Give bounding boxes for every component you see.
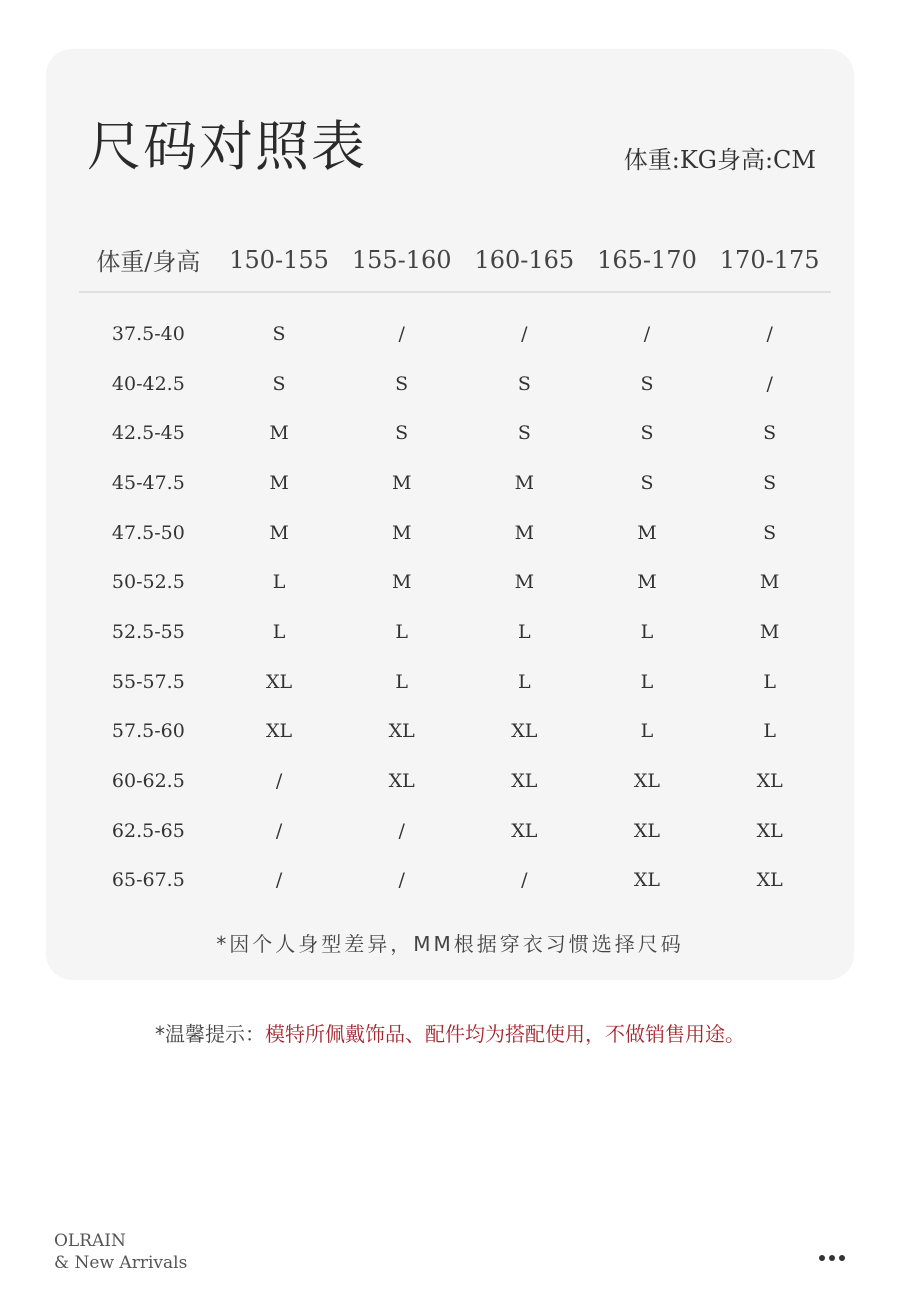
weight-range-cell: 62.5-65 bbox=[111, 819, 185, 842]
size-cell: S bbox=[272, 372, 286, 395]
size-cell: / bbox=[275, 869, 283, 892]
header-height-range: 170-175 bbox=[708, 228, 831, 292]
size-cell: S bbox=[640, 471, 654, 494]
weight-range-cell: 60-62.5 bbox=[111, 770, 185, 793]
size-cell: M bbox=[637, 521, 657, 544]
table-row bbox=[79, 557, 831, 607]
size-cell: L bbox=[395, 670, 408, 693]
header-height-range: 160-165 bbox=[463, 228, 586, 292]
size-cell: / bbox=[275, 770, 283, 793]
table-row bbox=[79, 607, 831, 657]
size-cell: XL bbox=[633, 819, 661, 842]
header-height-range: 155-160 bbox=[340, 228, 463, 292]
size-cell: XL bbox=[511, 720, 538, 743]
size-cell: M bbox=[514, 471, 535, 494]
header-weight-height: 体重/身高 bbox=[79, 228, 218, 292]
size-cell: XL bbox=[511, 770, 538, 793]
size-cell: M bbox=[269, 422, 289, 445]
weight-range-cell: 55-57.5 bbox=[111, 670, 185, 693]
table-header-row bbox=[79, 228, 831, 292]
size-cell: XL bbox=[756, 819, 783, 842]
warm-tip-text: 模特所佩戴饰品、配件均为搭配使用，不做销售用途。 bbox=[265, 1022, 745, 1046]
size-cell: L bbox=[763, 720, 776, 743]
size-cell: XL bbox=[633, 869, 661, 892]
table-row bbox=[79, 408, 831, 458]
size-cell: M bbox=[759, 620, 780, 643]
size-cell: S bbox=[763, 521, 777, 544]
size-cell: S bbox=[517, 422, 531, 445]
size-cell: / bbox=[521, 322, 528, 345]
size-cell: XL bbox=[511, 819, 538, 842]
header-height-range: 150-155 bbox=[218, 228, 341, 292]
size-cell: S bbox=[272, 322, 286, 345]
table-row bbox=[79, 359, 831, 409]
size-cell: L bbox=[272, 571, 286, 594]
size-cell: L bbox=[640, 670, 654, 693]
size-cell: / bbox=[643, 322, 651, 345]
size-cell: / bbox=[275, 819, 283, 842]
size-cell: / bbox=[398, 322, 405, 345]
size-cell: S bbox=[763, 422, 777, 445]
size-cell: L bbox=[395, 620, 408, 643]
size-cell: L bbox=[518, 670, 531, 693]
size-cell: S bbox=[640, 422, 654, 445]
weight-range-cell: 37.5-40 bbox=[111, 322, 185, 345]
table-row bbox=[79, 806, 831, 856]
size-cell: S bbox=[640, 372, 654, 395]
size-cell: / bbox=[398, 869, 405, 892]
size-cell: L bbox=[763, 670, 776, 693]
table-row bbox=[79, 756, 831, 806]
brand-tagline: & New Arrivals bbox=[54, 1253, 188, 1273]
size-cell: M bbox=[391, 521, 412, 544]
size-cell: / bbox=[398, 819, 405, 842]
brand-name: OLRAIN bbox=[54, 1231, 126, 1251]
weight-range-cell: 57.5-60 bbox=[111, 720, 185, 743]
fit-note: *因个人身型差异，MM根据穿衣习惯选择尺码 bbox=[216, 932, 684, 956]
table-row bbox=[79, 657, 831, 707]
size-cell: L bbox=[518, 620, 531, 643]
table-row bbox=[79, 508, 831, 558]
page-title: 尺码对照表 bbox=[87, 115, 367, 178]
size-cell: XL bbox=[633, 770, 661, 793]
size-cell: L bbox=[640, 720, 654, 743]
size-cell: S bbox=[395, 372, 409, 395]
size-cell: S bbox=[395, 422, 409, 445]
size-cell: L bbox=[272, 620, 286, 643]
weight-range-cell: 65-67.5 bbox=[111, 869, 185, 892]
table-row bbox=[79, 309, 831, 359]
header-height-range: 165-170 bbox=[586, 228, 709, 292]
size-cell: M bbox=[514, 571, 535, 594]
weight-range-cell: 40-42.5 bbox=[111, 372, 185, 395]
brand-mark bbox=[54, 1230, 187, 1274]
size-cell: M bbox=[391, 471, 412, 494]
weight-range-cell: 47.5-50 bbox=[111, 521, 185, 544]
weight-range-cell: 52.5-55 bbox=[111, 620, 185, 643]
size-cell: S bbox=[517, 372, 531, 395]
size-cell: / bbox=[521, 869, 528, 892]
size-cell: XL bbox=[756, 770, 783, 793]
unit-note: 体重:KG身高:CM bbox=[623, 146, 816, 174]
weight-range-cell: 42.5-45 bbox=[111, 422, 185, 445]
size-cell: XL bbox=[388, 720, 415, 743]
more-dots-icon[interactable] bbox=[819, 1255, 845, 1261]
size-cell: M bbox=[637, 571, 657, 594]
table-row bbox=[79, 856, 831, 906]
size-cell: M bbox=[269, 521, 289, 544]
warm-tip bbox=[0, 1018, 900, 1047]
size-cell: / bbox=[766, 322, 773, 345]
size-cell: XL bbox=[756, 869, 783, 892]
table-row bbox=[79, 707, 831, 757]
size-cell: M bbox=[514, 521, 535, 544]
size-cell: XL bbox=[265, 720, 293, 743]
size-cell: M bbox=[759, 571, 780, 594]
size-cell: / bbox=[766, 372, 773, 395]
size-table bbox=[79, 228, 831, 905]
size-cell: L bbox=[640, 620, 654, 643]
size-cell: XL bbox=[265, 670, 293, 693]
warm-tip-prefix: *温馨提示： bbox=[155, 1022, 265, 1046]
size-cell: XL bbox=[388, 770, 415, 793]
size-cell: M bbox=[269, 471, 289, 494]
weight-range-cell: 50-52.5 bbox=[111, 571, 185, 594]
size-cell: S bbox=[763, 471, 777, 494]
size-cell: M bbox=[391, 571, 412, 594]
table-row bbox=[79, 458, 831, 508]
weight-range-cell: 45-47.5 bbox=[111, 471, 185, 494]
